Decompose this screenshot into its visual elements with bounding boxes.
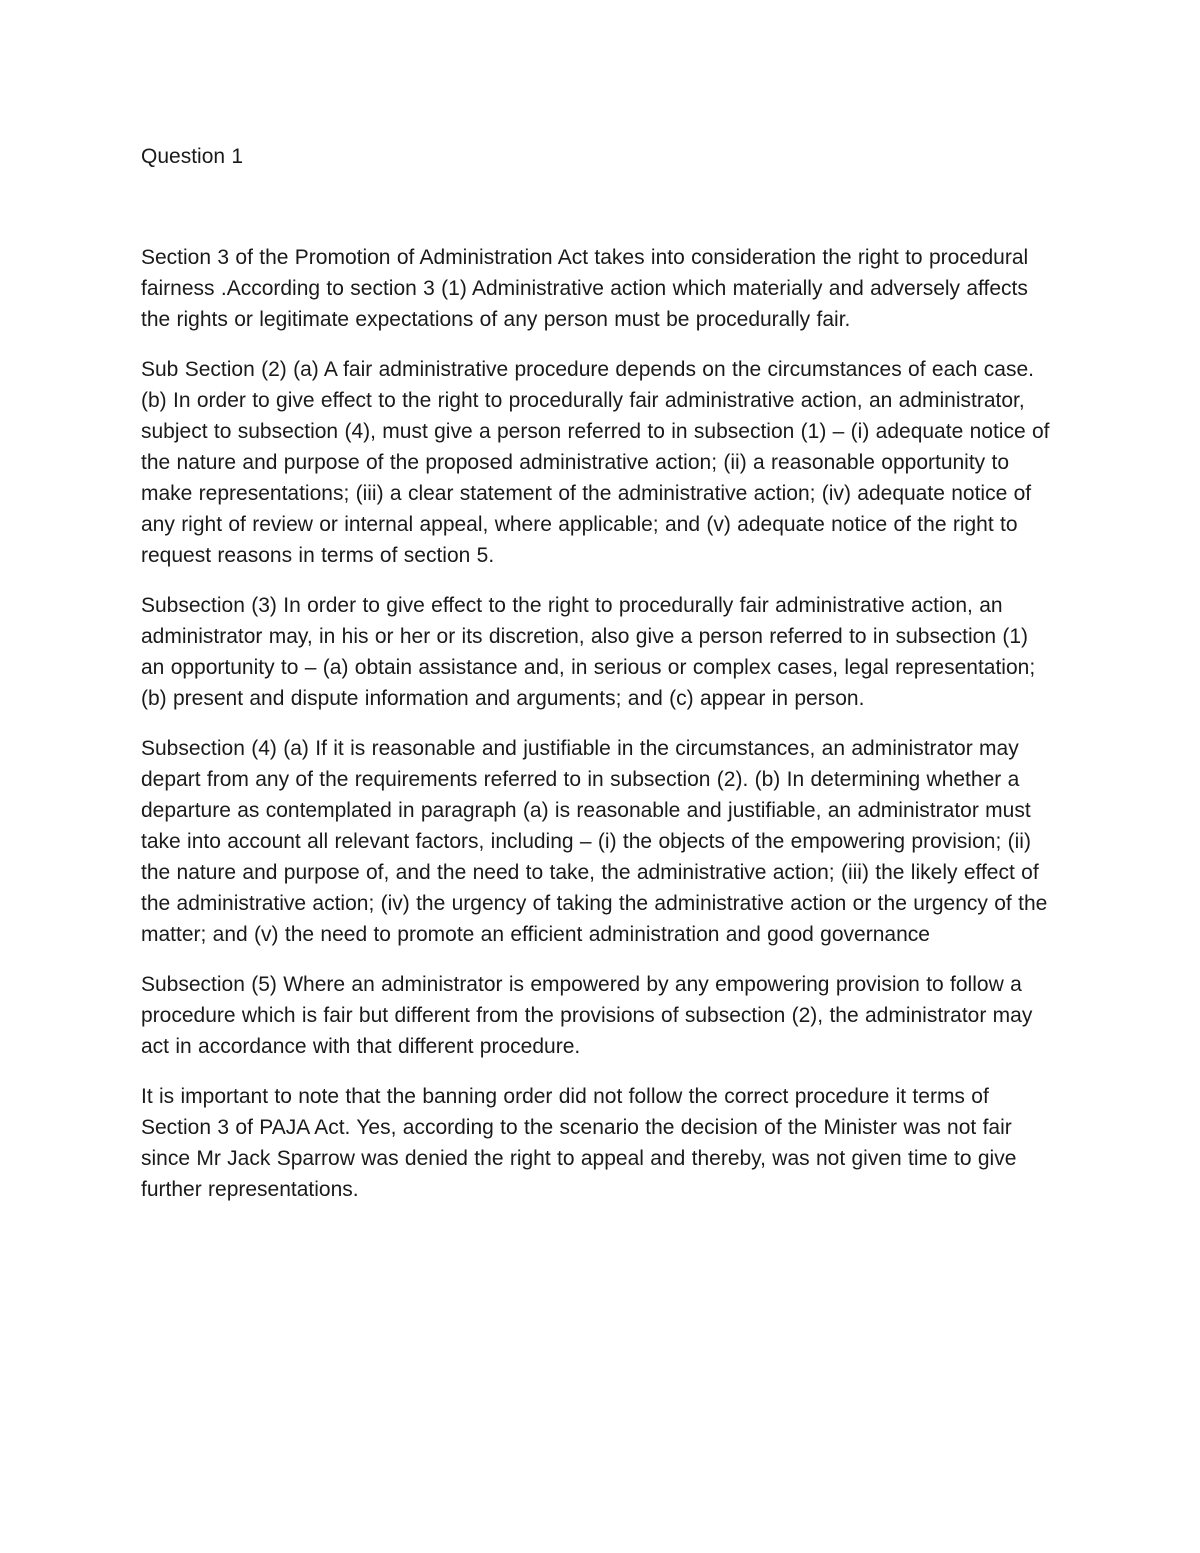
paragraph-subsection-3: Subsection (3) In order to give effect to the right to procedurally fair administrative action, an administrator may, in his or her or its discretion, also give a person referred to in subsection (1) an opportunity to – (a) obtain assistance and, in serious or complex cases, legal representation; (b) present and dispute information and arguments; and (c) appear in person. (141, 594, 1036, 710)
paragraph-subsection-2: Sub Section (2) (a) A fair administrative procedure depends on the circumstances of each case. (b) In order to give effect to the right to procedurally fair administrative action, an administrator, subject to subsection (4), must give a person referred to in subsection (1) – (i) adequate notice of the nature and purpose of the proposed administrative action; (ii) a reasonable opportunity to make representations; (iii) a clear statement of the administrative action; (iv) adequate notice of any right of review or internal appeal, where applicable; and (v) adequate notice of the right to request reasons in terms of section 5. (141, 358, 1050, 567)
paragraph-subsection-4: Subsection (4) (a) If it is reasonable and justifiable in the circumstances, an administrator may depart from any of the requirements referred to in subsection (2). (b) In determining whether a departure as contemplated in paragraph (a) is reasonable and justifiable, an administrator must take into account all relevant factors, including – (i) the objects of the empowering provision; (ii) the nature and purpose of, and the need to take, the administrative action; (iii) the likely effect of the administrative action; (iv) the urgency of taking the administrative action or the urgency of the matter; and (v) the need to promote an efficient administration and good governance (141, 737, 1048, 946)
question-heading: Question 1 (141, 145, 244, 168)
document-body (141, 141, 1056, 1224)
paragraph-section-3-intro: Section 3 of the Promotion of Administration Act takes into consideration the right to procedural fairness .According to section 3 (1) Administrative action which materially and adversely affects the rights or legitimate expectations of any person must be procedurally fair. (141, 246, 1029, 331)
paragraph-subsection-5: Subsection (5) Where an administrator is empowered by any empowering provision to follow a procedure which is fair but different from the provisions of subsection (2), the administrator may act in accordance with that different procedure. (141, 973, 1033, 1058)
paragraph-conclusion: It is important to note that the banning order did not follow the correct procedure it terms of Section 3 of PAJA Act. Yes, according to the scenario the decision of the Minister was not fair since Mr Jack Sparrow was denied the right to appeal and thereby, was not given time to give further representations. (141, 1085, 1017, 1201)
